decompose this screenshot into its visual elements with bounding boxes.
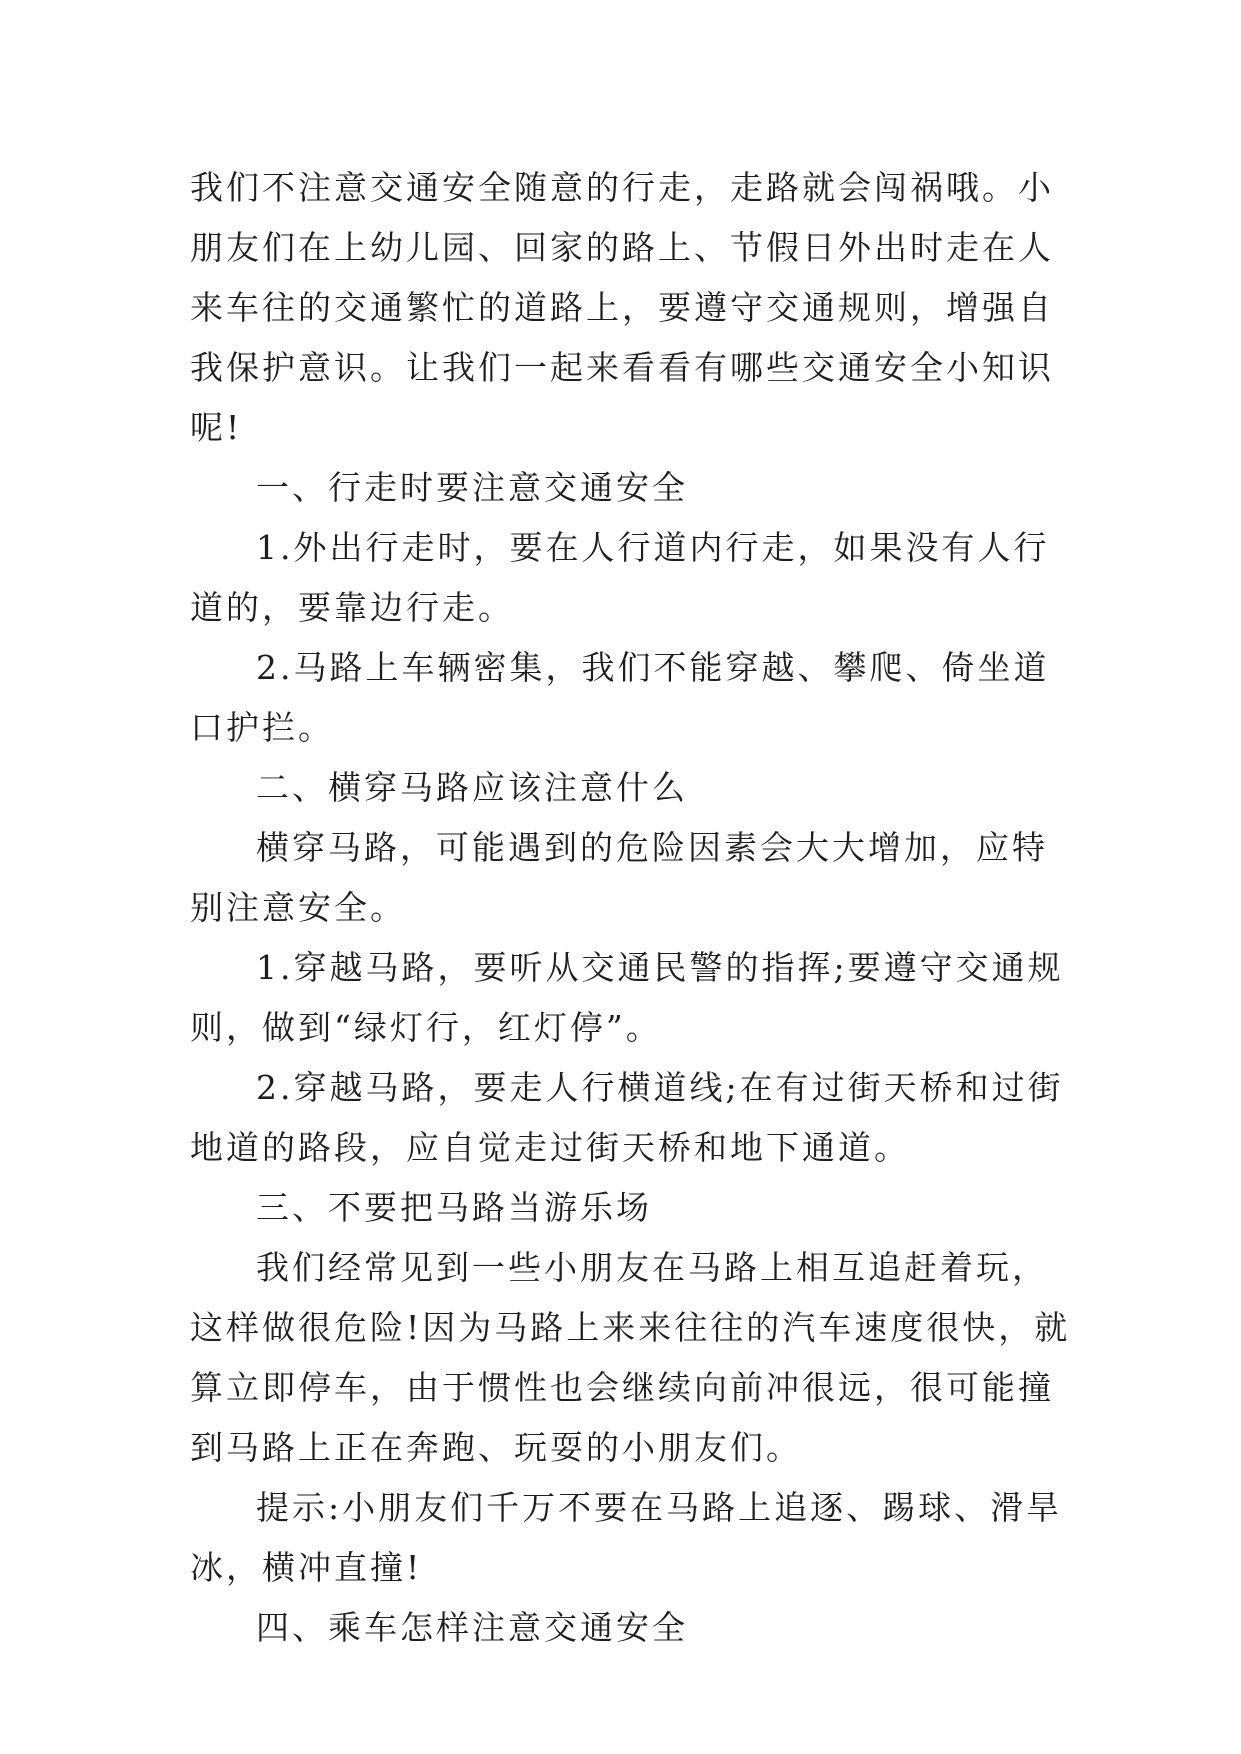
paragraph-playground: 我们经常见到一些小朋友在马路上相互追赶着玩，这样做很危险!因为马路上来来往往的汽车速度很快，就算立即停车，由于惯性也会继续向前冲很远，很可能撞到马路上正在奔跑、玩耍的小朋友们。 xyxy=(190,1248,1071,1467)
section-heading-riding: 四、乘车怎样注意交通安全 xyxy=(256,1608,688,1647)
section-heading-walking: 一、行走时要注意交通安全 xyxy=(256,468,688,507)
paragraph-crossing-2: 2.穿越马路，要走人行横道线;在有过街天桥和过街地道的路段，应自觉走过街天桥和地下通道。 xyxy=(190,1068,1064,1167)
paragraph-crossing-1: 1.穿越马路，要听从交通民警的指挥;要遵守交通规则，做到“绿灯行，红灯停”。 xyxy=(190,948,1064,1047)
paragraph-tip: 提示:小朋友们千万不要在马路上追逐、踢球、滑旱冰，横冲直撞! xyxy=(190,1488,1063,1587)
paragraph-intro: 我们不注意交通安全随意的行走，走路就会闯祸哦。小朋友们在上幼儿园、回家的路上、节假日外出时走在人来车往的交通繁忙的道路上，要遵守交通规则，增强自我保护意识。让我们一起来看看有哪些交通安全小知识呢! xyxy=(190,168,1054,447)
document-body xyxy=(190,158,1080,1658)
paragraph-walking-1: 1.外出行走时，要在人行道内行走，如果没有人行道的，要靠边行走。 xyxy=(190,528,1050,627)
paragraph-crossing-intro: 横穿马路，可能遇到的危险因素会大大增加，应特别注意安全。 xyxy=(190,828,1048,927)
section-heading-playground: 三、不要把马路当游乐场 xyxy=(256,1188,652,1227)
paragraph-walking-2: 2.马路上车辆密集，我们不能穿越、攀爬、倚坐道口护拦。 xyxy=(190,648,1050,747)
section-heading-crossing: 二、横穿马路应该注意什么 xyxy=(256,768,688,807)
